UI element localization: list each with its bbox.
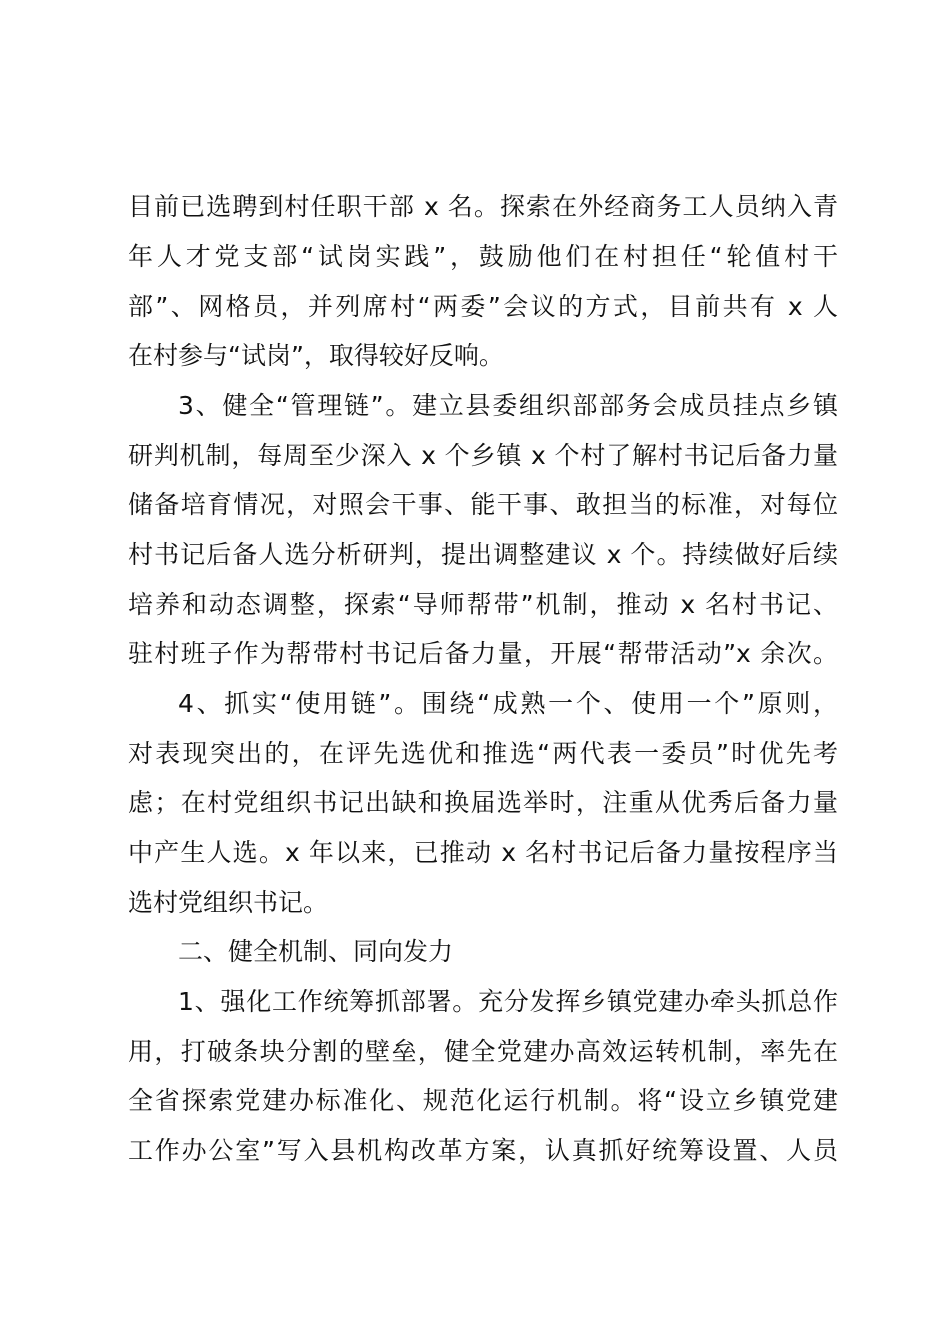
text-line: 中产生人选。x 年以来，已推动 x 名村书记后备力量按程序当 bbox=[128, 838, 838, 867]
text-line: 年人才党支部“试岗实践”，鼓励他们在村担任“轮值村干 bbox=[128, 242, 838, 271]
text-line: 研判机制，每周至少深入 x 个乡镇 x 个村了解村书记后备力量 bbox=[128, 441, 838, 470]
section-heading: 二、健全机制、同向发力 bbox=[178, 937, 454, 966]
text-line: 在村参与“试岗”，取得较好反响。 bbox=[128, 341, 504, 370]
text-line: 全省探索党建办标准化、规范化运行机制。将“设立乡镇党建 bbox=[128, 1086, 838, 1115]
text-line: 目前已选聘到村任职干部 x 名。探索在外经商务工人员纳入青 bbox=[128, 192, 838, 221]
text-line: 驻村班子作为帮带村书记后备力量，开展“帮带活动”x 余次。 bbox=[128, 639, 838, 668]
text-line: 村书记后备人选分析研判，提出调整建议 x 个。持续做好后续 bbox=[128, 540, 838, 569]
paragraph-start-line: 3、健全“管理链”。建立县委组织部部务会成员挂点乡镇 bbox=[178, 391, 838, 420]
text-line: 用，打破条块分割的壁垒，健全党建办高效运转机制，率先在 bbox=[128, 1037, 838, 1066]
text-line: 储备培育情况，对照会干事、能干事、敢担当的标准，对每位 bbox=[128, 490, 838, 519]
text-line: 选村党组织书记。 bbox=[128, 888, 329, 917]
paragraph-start-line: 1、强化工作统筹抓部署。充分发挥乡镇党建办牵头抓总作 bbox=[178, 987, 838, 1016]
text-line: 虑；在村党组织书记出缺和换届选举时，注重从优秀后备力量 bbox=[128, 788, 838, 817]
text-line: 部”、网格员，并列席村“两委”会议的方式，目前共有 x 人 bbox=[128, 292, 838, 321]
paragraph-start-line: 4、抓实“使用链”。围绕“成熟一个、使用一个”原则， bbox=[178, 689, 838, 718]
text-line: 对表现突出的，在评先选优和推选“两代表一委员”时优先考 bbox=[128, 739, 838, 768]
text-line: 工作办公室”写入县机构改革方案，认真抓好统筹设置、人员 bbox=[128, 1136, 838, 1165]
text-line: 培养和动态调整，探索“导师帮带”机制，推动 x 名村书记、 bbox=[128, 590, 838, 619]
